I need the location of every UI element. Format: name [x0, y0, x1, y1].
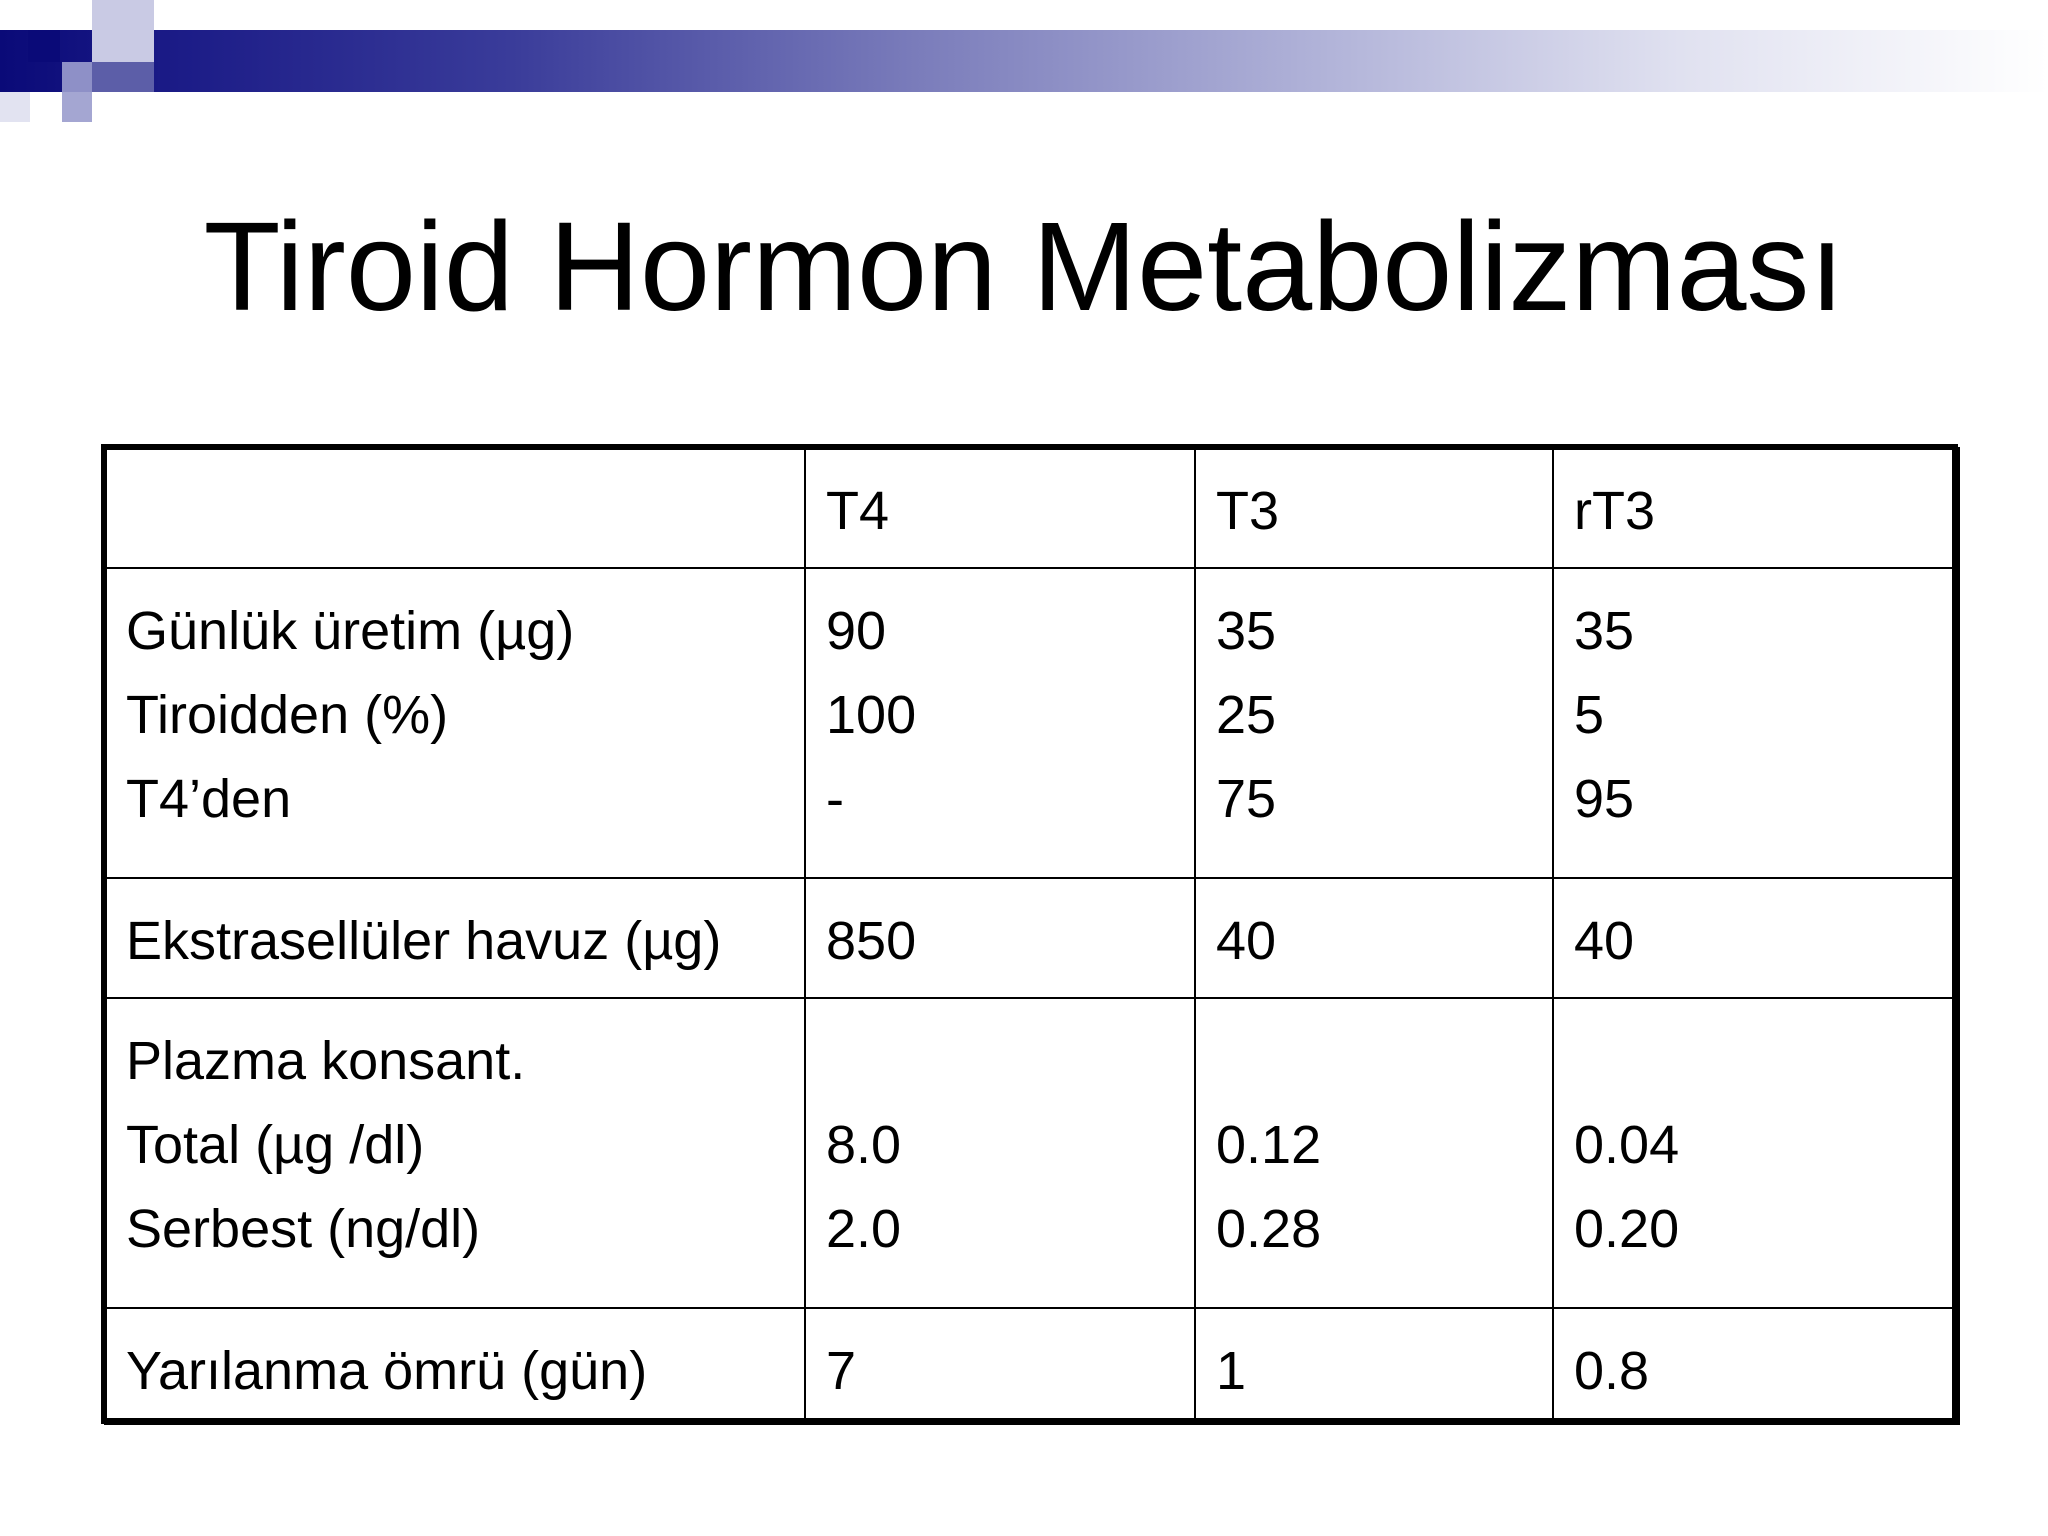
table-value: 40 — [1574, 911, 1635, 971]
table-value: 0.28 — [1216, 1199, 1322, 1259]
table-value — [1574, 1019, 1958, 1103]
row-label-cell — [105, 1308, 805, 1424]
row-label: Tiroidden (%) — [126, 685, 449, 745]
table-row-extracellular-pool — [105, 878, 1959, 998]
decorative-square-light — [92, 0, 154, 62]
table-value — [1216, 1019, 1552, 1103]
header-cell-t3: T3 — [1195, 448, 1553, 568]
table-value: 35 — [1216, 601, 1277, 661]
table-value — [826, 1019, 1194, 1103]
t4-value-cell — [805, 878, 1195, 998]
decorative-square-light — [62, 62, 92, 92]
t4-value-cell — [805, 568, 1195, 878]
t3-value-cell — [1195, 568, 1553, 878]
t4-value-cell — [805, 998, 1195, 1308]
row-label: Plazma konsant. — [126, 1031, 526, 1091]
table-row-daily-production — [105, 568, 1959, 878]
row-label-cell — [105, 998, 805, 1308]
row-label: Günlük üretim (µg) — [126, 601, 575, 661]
slide-title: Tiroid Hormon Metabolizması — [203, 196, 1845, 337]
row-label-cell — [105, 878, 805, 998]
table-row-plasma-concentration — [105, 998, 1959, 1308]
row-label: T4’den — [126, 769, 292, 829]
header-cell-rt3: rT3 — [1553, 448, 1959, 568]
table-value: 850 — [826, 911, 917, 971]
table-value: 100 — [826, 685, 917, 745]
table-value: 7 — [826, 1341, 857, 1401]
table-value: 0.8 — [1574, 1341, 1650, 1401]
header-cell-t4: T4 — [805, 448, 1195, 568]
t3-value-cell — [1195, 1308, 1553, 1424]
table-value: 1 — [1216, 1341, 1247, 1401]
table-value: 40 — [1216, 911, 1277, 971]
decorative-square-light — [0, 92, 30, 122]
t4-value-cell — [805, 1308, 1195, 1424]
row-label: Yarılanma ömrü (gün) — [126, 1341, 648, 1401]
table-value: 5 — [1574, 685, 1605, 745]
table-row-half-life — [105, 1308, 1959, 1424]
title-gradient-band — [0, 30, 2048, 92]
table-value: 8.0 — [826, 1115, 902, 1175]
table-value: 0.12 — [1216, 1115, 1322, 1175]
decorative-square-dark — [28, 30, 60, 62]
rt3-value-cell — [1553, 878, 1959, 998]
row-label: Serbest (ng/dl) — [126, 1199, 481, 1259]
table-value: 2.0 — [826, 1199, 902, 1259]
rt3-value-cell — [1553, 998, 1959, 1308]
table-value: 95 — [1574, 769, 1635, 829]
t3-value-cell — [1195, 998, 1553, 1308]
table-value: 35 — [1574, 601, 1635, 661]
decorative-square-light — [62, 92, 92, 122]
table-header-row — [105, 448, 1959, 568]
decorative-square-light — [92, 62, 154, 92]
rt3-value-cell — [1553, 568, 1959, 878]
header-cell-empty — [105, 448, 805, 568]
table-value: 25 — [1216, 685, 1277, 745]
table-value: 90 — [826, 601, 887, 661]
t3-value-cell — [1195, 878, 1553, 998]
hormone-metabolism-table — [104, 447, 1960, 1425]
table-value: 75 — [1216, 769, 1277, 829]
row-label: Ekstrasellüler havuz (µg) — [126, 911, 722, 971]
row-label-cell — [105, 568, 805, 878]
row-label: Total (µg /dl) — [126, 1115, 425, 1175]
table-value: 0.04 — [1574, 1115, 1680, 1175]
rt3-value-cell — [1553, 1308, 1959, 1424]
table-value: - — [826, 769, 844, 829]
table-value: 0.20 — [1574, 1199, 1680, 1259]
